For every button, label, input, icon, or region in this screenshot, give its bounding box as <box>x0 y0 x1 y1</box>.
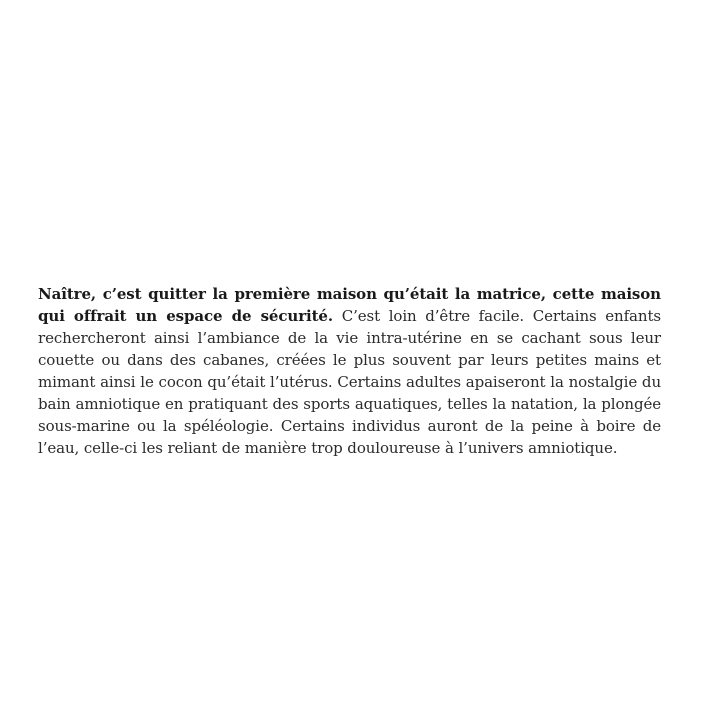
body-text: C’est loin d’être facile. Certains enfants rechercheront ainsi l’ambiance de la vie intra-utérine en se cachant sous leur couette ou dans des cabanes, créées le plus souvent par leurs petites mains et mimant ainsi le cocon qu’était l’utérus. Certains adultes apaiseront la nostalgie du bain amniotique en pratiquant des sports aquatiques, telles la natation, la plongée sous-marine ou la spéléologie. Certains individus auront de la peine à boire de l’eau, celle-ci les reliant de manière trop douloureuse à l’univers amniotique. <box>38 307 661 457</box>
article-paragraph <box>38 283 661 459</box>
lead-sentence: Naître, c’est quitter la première maison qu’était la matrice, cette maison qui offrait un espace de sécurité. <box>38 285 661 325</box>
